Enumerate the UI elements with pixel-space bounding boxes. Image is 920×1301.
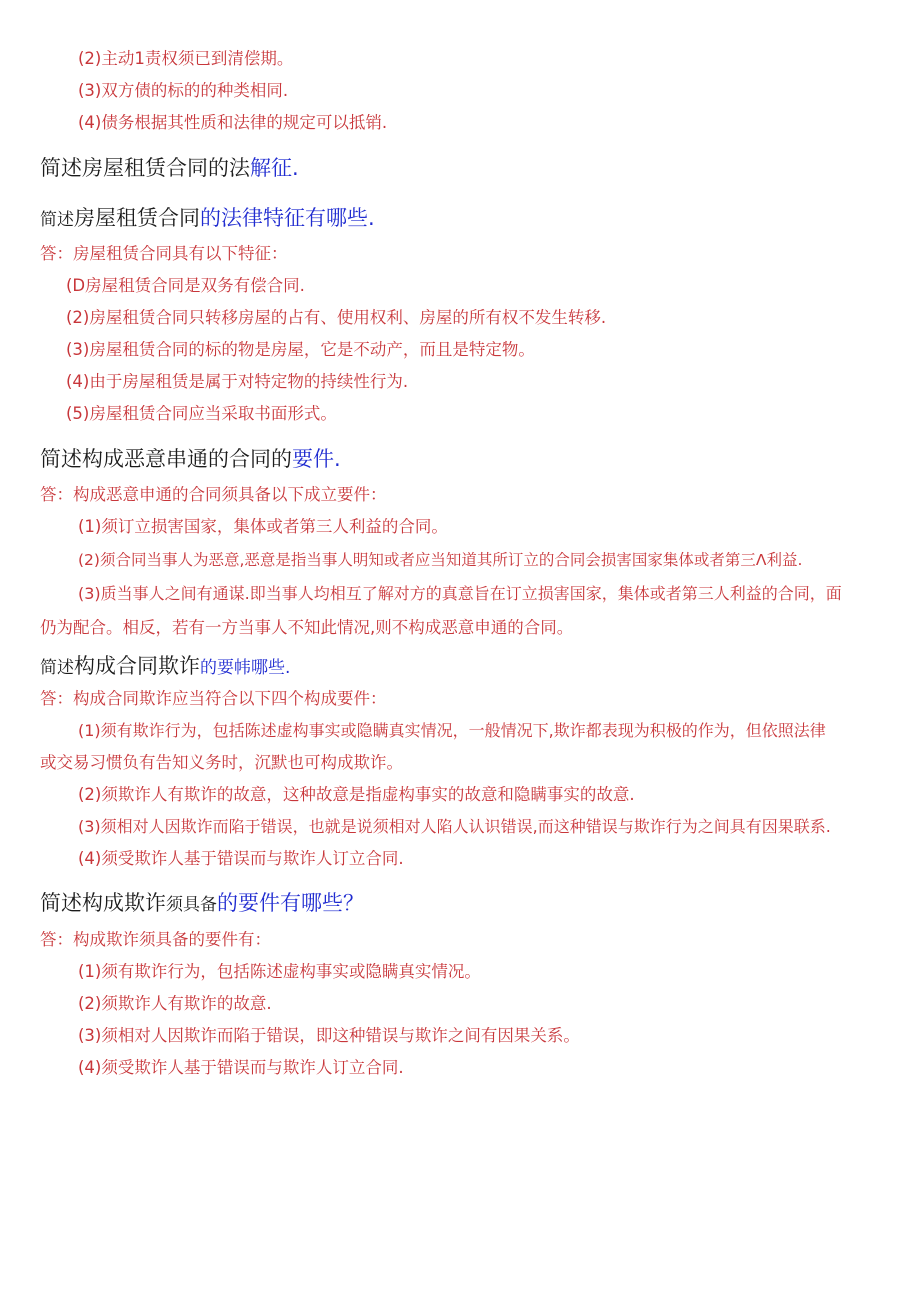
question-text-highlight: 解征.: [250, 156, 299, 180]
answer-intro: 答：构成恶意申通的合同须具备以下成立要件：: [40, 485, 387, 504]
question-text-small: 简述: [40, 658, 74, 678]
question-heading: [40, 652, 290, 682]
list-item: (5)房屋租赁合同应当采取书面形式。: [66, 404, 337, 423]
list-item: (2)须欺诈人有欺诈的故意.: [78, 994, 272, 1013]
question-text: 构成合同欺诈: [74, 654, 200, 678]
question-heading: [40, 154, 299, 182]
question-heading: [40, 204, 375, 234]
list-item: (3)双方债的标的的种类相同.: [78, 81, 289, 100]
list-item-continuation: 仍为配合。相反，若有一方当事人不知此情况,则不构成恶意申通的合同。: [40, 618, 574, 637]
answer-intro: 答：构成合同欺诈应当符合以下四个构成要件：: [40, 689, 387, 708]
question-heading: [40, 889, 364, 919]
question-text-small: 须具备: [166, 895, 217, 915]
question-text-highlight: 的要帏哪些.: [200, 658, 291, 678]
question-text: 房屋租赁合同: [74, 206, 200, 230]
question-heading: [40, 445, 341, 473]
list-item: (2)房屋租赁合同只转移房屋的占有、使用权利、房屋的所有权不发生转移.: [66, 308, 607, 327]
answer-intro: 答：房屋租赁合同具有以下特征：: [40, 244, 288, 263]
question-text-highlight: 要件.: [292, 447, 341, 471]
list-item: (3)须相对人因欺诈而陷于错误，也就是说须相对人陷人认识错误,而这种错误与欺诈行为之间具有因果联系.: [78, 817, 831, 836]
question-text-highlight: 的法律特征有哪些.: [200, 206, 375, 230]
list-item: (2)须合同当事人为恶意,恶意是指当事人明知或者应当知道其所订立的合同会损害国家集体或者第三Λ利益.: [78, 551, 803, 569]
list-item: (4)债务根据其性质和法律的规定可以抵销.: [78, 113, 388, 132]
question-text-highlight: 的要件有哪些？: [217, 891, 364, 915]
list-item: (2)须欺诈人有欺诈的故意，这种故意是指虚构事实的故意和隐瞒事实的故意.: [78, 785, 635, 804]
question-text: 简述构成欺诈: [40, 891, 166, 915]
list-item: (1)须有欺诈行为，包括陈述虚构事实或隐瞒真实情况。: [78, 962, 481, 981]
list-item: (3)须相对人因欺诈而陷于错误，即这种错误与欺诈之间有因果关系。: [78, 1026, 580, 1045]
list-item: (2)主动1责权须已到清偿期。: [78, 49, 294, 68]
question-text: 简述房屋租赁合同的法: [40, 156, 250, 180]
list-item: (3)房屋租赁合同的标的物是房屋，它是不动产，而且是特定物。: [66, 340, 535, 359]
list-item: (4)由于房屋租赁是属于对特定物的持续性行为.: [66, 372, 409, 391]
list-item: (4)须受欺诈人基于错误而与欺诈人订立合同.: [78, 849, 404, 868]
answer-intro: 答：构成欺诈须具备的要件有：: [40, 930, 271, 949]
question-text: 简述构成恶意串通的合同的: [40, 447, 292, 471]
question-text-small: 简述: [40, 210, 74, 230]
list-item: (1)须有欺诈行为，包括陈述虚构事实或隐瞒真实情况，一般情况下,欺诈都表现为积极的作为，但依照法律: [78, 721, 826, 740]
list-item: (3)质当事人之间有通谋.即当事人均相互了解对方的真意旨在订立损害国家，集体或者第三人利益的合同，面: [78, 584, 842, 603]
list-item: (4)须受欺诈人基于错误而与欺诈人订立合同.: [78, 1058, 404, 1077]
list-item-continuation: 或交易习惯负有告知义务时，沉默也可构成欺诈。: [40, 753, 403, 772]
list-item: (D房屋租赁合同是双务有偿合同.: [66, 276, 305, 295]
list-item: (1)须订立损害国家，集体或者第三人利益的合同。: [78, 517, 448, 536]
